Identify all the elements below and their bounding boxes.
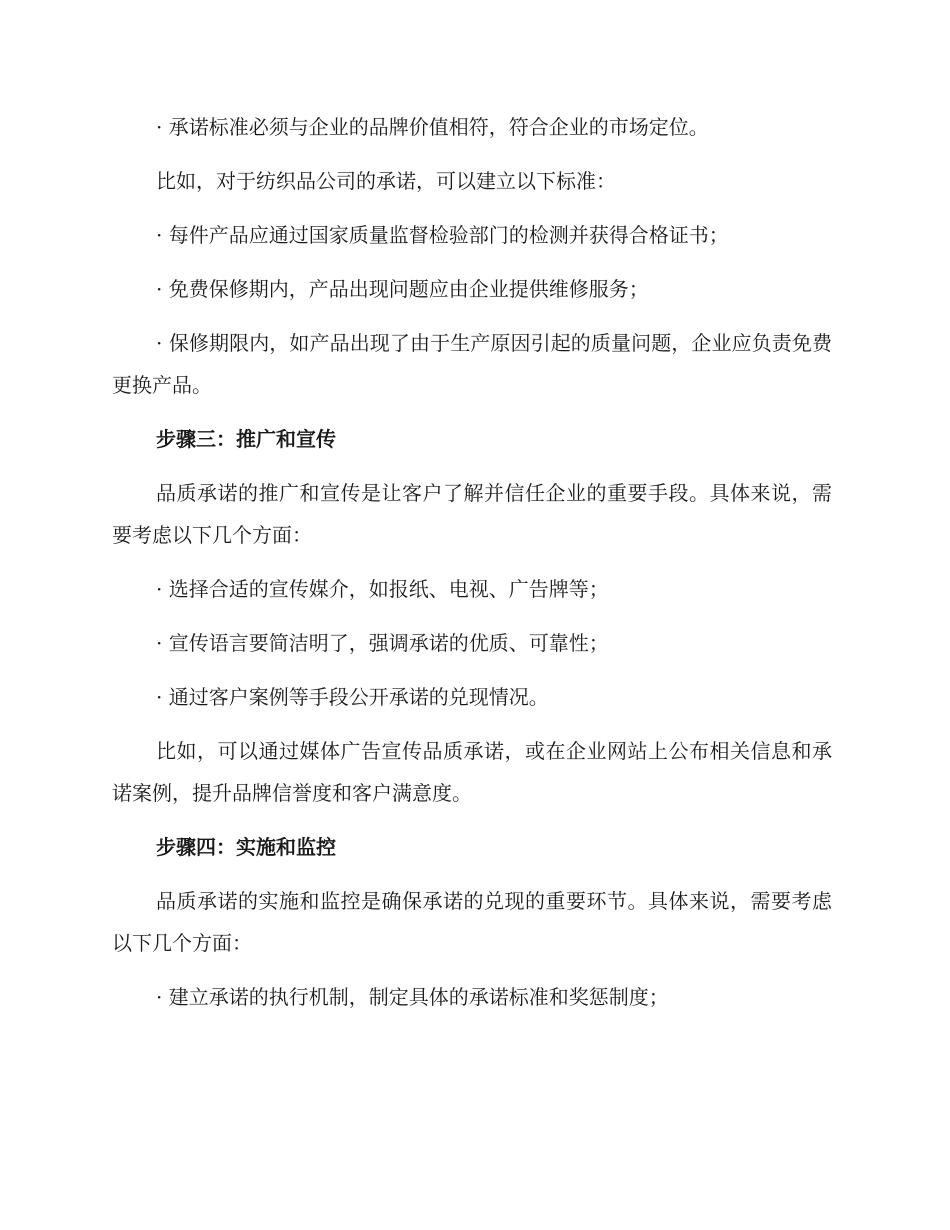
- paragraph-promotion-example: 比如，可以通过媒体广告宣传品质承诺，或在企业网站上公布相关信息和承诺案例，提升品牌信誉度和客户满意度。: [112, 739, 832, 805]
- document-body: [112, 106, 832, 1030]
- section-heading-step-three: 步骤三：推广和宣传: [156, 427, 336, 451]
- paragraph-textile-example: 比如，对于纺织品公司的承诺，可以建立以下标准：: [156, 169, 616, 193]
- bullet-item-execution-mechanism: · 建立承诺的执行机制，制定具体的承诺标准和奖惩制度；: [156, 985, 669, 1009]
- bullet-item-certificate: · 每件产品应通过国家质量监督检验部门的检测并获得合格证书；: [156, 223, 729, 247]
- bullet-item-free-repair: · 免费保修期内，产品出现问题应由企业提供维修服务；: [156, 277, 649, 301]
- bullet-item-case-studies: · 通过客户案例等手段公开承诺的兑现情况。: [156, 685, 549, 709]
- paragraph-implementation-intro: 品质承诺的实施和监控是确保承诺的兑现的重要环节。具体来说，需要考虑以下几个方面：: [112, 889, 832, 955]
- bullet-item-brand-value: · 承诺标准必须与企业的品牌价值相符，符合企业的市场定位。: [156, 115, 709, 139]
- bullet-item-media: · 选择合适的宣传媒介，如报纸、电视、广告牌等；: [156, 577, 609, 601]
- section-heading-step-four: 步骤四：实施和监控: [156, 835, 336, 859]
- paragraph-promotion-intro: 品质承诺的推广和宣传是让客户了解并信任企业的重要手段。具体来说，需要考虑以下几个方面：: [112, 481, 832, 547]
- bullet-item-free-replacement: · 保修期限内，如产品出现了由于生产原因引起的质量问题，企业应负责免费更换产品。: [112, 331, 832, 397]
- bullet-item-slogan: · 宣传语言要简洁明了，强调承诺的优质、可靠性；: [156, 631, 609, 655]
